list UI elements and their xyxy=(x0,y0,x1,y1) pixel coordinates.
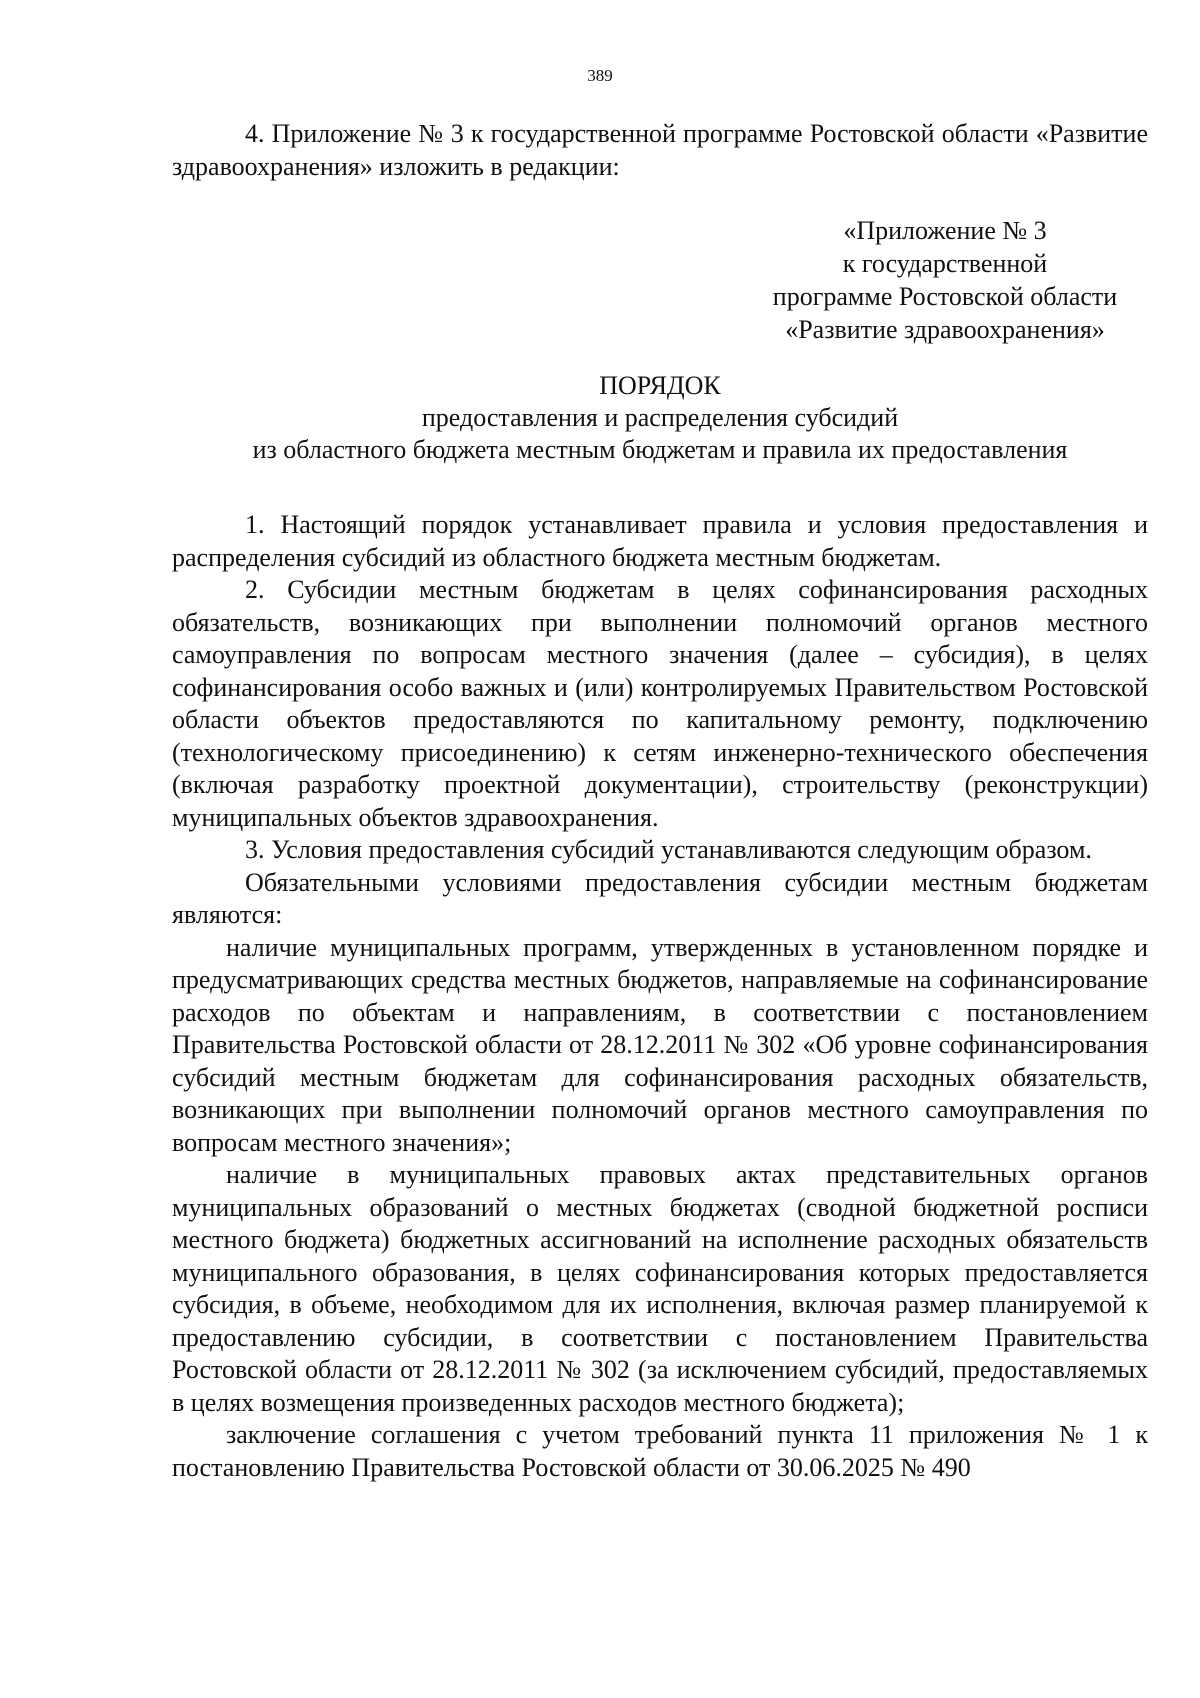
paragraph-5: наличие муниципальных программ, утвержденных в установленном порядке и предусматривающих средства местных бюджетов, направляемые на софинансирование расходов по объектам и направлениям, в соответствии с постановлением Правительства Ростовской области от 28.12.2011 № 302 «Об уровне софинансирования субсидий местным бюджетам для софинансирования расходных обязательств, возникающих при выполнении полномочий органов местного самоуправления по вопросам местного значения»; xyxy=(172,932,1148,1157)
heading-subtitle-line-1: предоставления и распределения субсидий xyxy=(421,403,899,432)
heading-title: ПОРЯДОК xyxy=(599,371,721,400)
appendix-ref-line-2: к государственной xyxy=(842,249,1048,278)
paragraph-3: 3. Условия предоставления субсидий устанавливаются следующим образом. xyxy=(245,835,1092,864)
amendment-block xyxy=(172,118,1148,183)
page-number: 389 xyxy=(587,66,613,85)
appendix-ref-line-3: программе Ростовской области xyxy=(772,282,1118,311)
paragraph-6: наличие в муниципальных правовых актах представительных органов муниципальных образований о местных бюджетах (сводной бюджетной росписи местного бюджета) бюджетных ассигнований на исполнение расходных обязательств муниципального образования, в целях софинансирования которых предоставляется субсидия, в объеме, необходимом для их исполнения, включая размер планируемой к предоставлению субсидии, в соответствии с постановлением Правительства Ростовской области от 28.12.2011 № 302 (за исключением субсидий, предоставляемых в целях возмещения произведенных расходов местного бюджета); xyxy=(172,1160,1148,1417)
paragraph-4: Обязательными условиями предоставления субсидии местным бюджетам являются: xyxy=(172,867,1148,929)
paragraph-2: 2. Субсидии местным бюджетам в целях софинансирования расходных обязательств, возникающих при выполнении полномочий органов местного самоуправления по вопросам местного значения (далее – субсидия), в целях софинансирования особо важных и (или) контролируемых Правительством Ростовской области объектов предоставляются по капитальному ремонту, подключению (технологическому присоединению) к сетям инженерно-технического обеспечения (включая разработку проектной документации), строительству (реконструкции) муниципальных объектов здравоохранения. xyxy=(172,575,1148,832)
paragraph-1: 1. Настоящий порядок устанавливает правила и условия предоставления и распределения субсидий из областного бюджета местным бюджетам. xyxy=(172,510,1148,572)
paragraph-7: заключение соглашения с учетом требований пункта 11 приложения № 1 к постановлению Правительства Ростовской области от 30.06.2025 № 490 xyxy=(172,1420,1148,1482)
amendment-paragraph: 4. Приложение № 3 к государственной программе Ростовской области «Развитие здравоохранения» изложить в редакции: xyxy=(172,119,1148,181)
appendix-ref-line-1: «Приложение № 3 xyxy=(843,216,1047,245)
appendix-ref-line-4: «Развитие здравоохранения» xyxy=(785,315,1105,344)
document-heading xyxy=(172,370,1148,466)
document-body xyxy=(172,509,1148,1484)
appendix-reference xyxy=(720,214,1170,346)
heading-subtitle-line-2: из областного бюджета местным бюджетам и правила их предоставления xyxy=(252,435,1068,464)
